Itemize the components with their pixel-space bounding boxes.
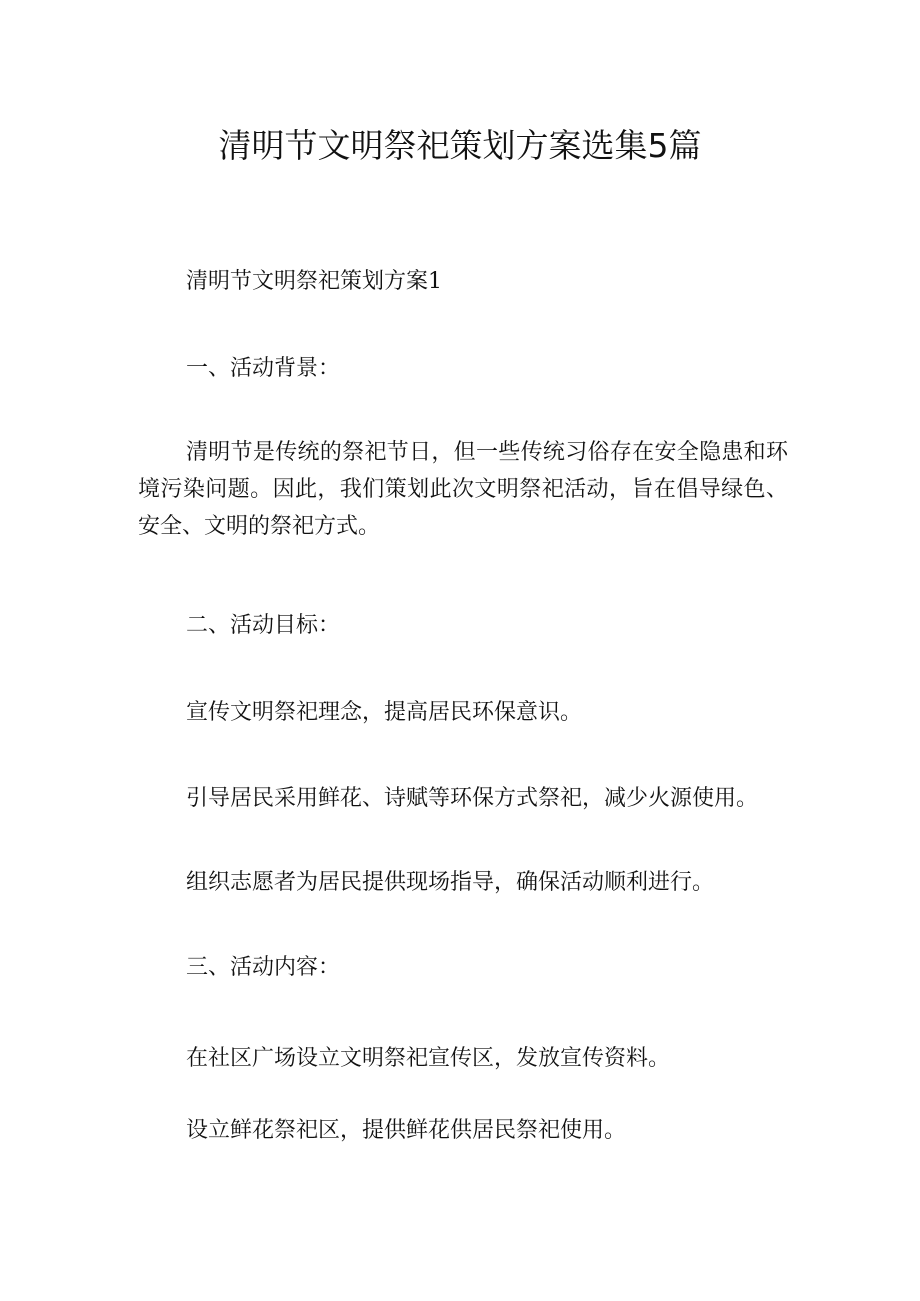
section-heading: 清明节文明祭祀策划方案1 (186, 269, 442, 294)
content-heading: 三、活动内容： (186, 955, 341, 980)
content-item-2: 设立鲜花祭祀区，提供鲜花供居民祭祀使用。 (186, 1118, 627, 1143)
goal-item-1: 宣传文明祭祀理念，提高居民环保意识。 (186, 700, 583, 725)
goal-item-2: 引导居民采用鲜花、诗赋等环保方式祭祀，减少火源使用。 (186, 786, 759, 811)
content-item-1: 在社区广场设立文明祭祀宣传区，发放宣传资料。 (186, 1046, 671, 1071)
goals-heading: 二、活动目标： (186, 613, 341, 638)
goal-item-3: 组织志愿者为居民提供现场指导，确保活动顺利进行。 (186, 870, 715, 895)
background-heading: 一、活动背景： (186, 356, 341, 381)
document-title: 清明节文明祭祀策划方案选集5篇 (218, 126, 702, 165)
background-paragraph: 清明节是传统的祭祀节日，但一些传统习俗存在安全隐患和环境污染问题。因此，我们策划此次文明祭祀活动，旨在倡导绿色、安全、文明的祭祀方式。 (138, 440, 788, 539)
